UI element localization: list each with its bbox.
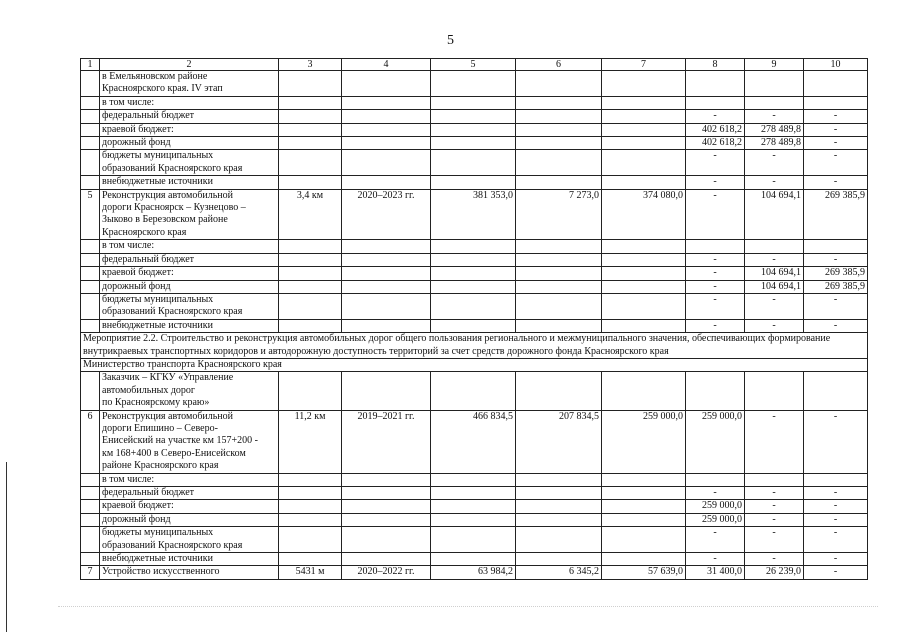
table-cell-col-8: [686, 71, 745, 97]
table-cell-col-7: [602, 500, 686, 513]
table-row: [81, 176, 868, 189]
table-cell-col-5: 466 834,5: [431, 410, 516, 473]
table-cell-col-6: [516, 110, 602, 123]
table-cell-col-8: 402 618,2: [686, 123, 745, 136]
table-cell-col-10: -: [804, 176, 868, 189]
table-cell-col-7: [602, 319, 686, 332]
table-cell-col-5: [431, 267, 516, 280]
table-cell-col-4: [342, 513, 431, 526]
table-cell-col-5: [431, 110, 516, 123]
table-cell-col-8: -: [686, 553, 745, 566]
table-cell-col-10: [804, 71, 868, 97]
table-row: [81, 267, 868, 280]
table-cell-col-6: [516, 513, 602, 526]
table-cell-col-2: бюджеты муниципальных образований Красноярского края: [100, 150, 279, 176]
table-cell-col-9: [745, 96, 804, 109]
table-cell-col-2: Реконструкция автомобильной дороги Епишино – Северо- Енисейский на участке км 157+200 - км 168+400 в Северо-Енисейском районе Красноярского края: [100, 410, 279, 473]
table-cell-col-8: -: [686, 253, 745, 266]
table-cell-col-8: 402 618,2: [686, 137, 745, 150]
table-cell-col-7: [602, 513, 686, 526]
header-cell-5: 5: [431, 59, 516, 71]
table-cell-col-7: [602, 527, 686, 553]
table-cell-col-8: -: [686, 176, 745, 189]
table-cell-col-9: -: [745, 150, 804, 176]
table-row: [81, 240, 868, 253]
table-cell-col-10: [804, 473, 868, 486]
table-cell-col-4: 2019–2021 гг.: [342, 410, 431, 473]
table-row: [81, 500, 868, 513]
table-cell-col-4: [342, 137, 431, 150]
table-cell-col-5: [431, 319, 516, 332]
table-cell-col-8: [686, 372, 745, 410]
header-cell-10: 10: [804, 59, 868, 71]
table-cell-col-2: краевой бюджет:: [100, 500, 279, 513]
table-cell-col-7: [602, 372, 686, 410]
table-cell-col-10: [804, 372, 868, 410]
table-cell-col-4: [342, 473, 431, 486]
table-cell-col-5: 63 984,2: [431, 566, 516, 579]
table-cell-col-1: [81, 487, 100, 500]
table-cell-col-9: -: [745, 253, 804, 266]
table-cell-col-4: [342, 267, 431, 280]
table-cell-col-5: [431, 513, 516, 526]
table-cell-col-2: краевой бюджет:: [100, 267, 279, 280]
table-row: [81, 372, 868, 410]
table-cell-col-4: [342, 240, 431, 253]
table-cell-col-2: внебюджетные источники: [100, 176, 279, 189]
table-cell-col-3: [279, 319, 342, 332]
table-cell-col-1: [81, 110, 100, 123]
table-cell-col-5: [431, 137, 516, 150]
table-cell-col-8: 259 000,0: [686, 513, 745, 526]
table-cell-col-7: [602, 553, 686, 566]
table-cell-col-6: [516, 137, 602, 150]
table-cell-col-3: 11,2 км: [279, 410, 342, 473]
table-cell-col-9: [745, 71, 804, 97]
table-cell-col-10: [804, 96, 868, 109]
page-number: 5: [447, 33, 454, 48]
table-cell-col-7: [602, 150, 686, 176]
table-cell-col-3: [279, 500, 342, 513]
table-cell-col-5: [431, 240, 516, 253]
table-row: [81, 123, 868, 136]
table-cell-col-3: 5431 м: [279, 566, 342, 579]
table-cell-col-4: [342, 110, 431, 123]
table-row: [81, 527, 868, 553]
table-row: [81, 110, 868, 123]
table-cell-col-6: [516, 372, 602, 410]
table-cell-col-1: [81, 96, 100, 109]
table-cell-col-8: -: [686, 267, 745, 280]
table-cell-col-10: -: [804, 110, 868, 123]
table-cell-col-6: [516, 71, 602, 97]
table-cell-col-10: -: [804, 253, 868, 266]
table-row: [81, 566, 868, 579]
table-cell-col-3: [279, 527, 342, 553]
table-cell-col-4: [342, 319, 431, 332]
table-cell-col-7: 57 639,0: [602, 566, 686, 579]
table-cell-col-4: [342, 150, 431, 176]
table-row: [81, 319, 868, 332]
table-row: [81, 553, 868, 566]
table-cell-col-4: [342, 372, 431, 410]
table-cell-col-9: 278 489,8: [745, 137, 804, 150]
table-cell-col-4: [342, 527, 431, 553]
header-cell-2: 2: [100, 59, 279, 71]
table-cell-col-3: [279, 267, 342, 280]
table-cell-col-10: -: [804, 487, 868, 500]
table-cell-col-5: [431, 96, 516, 109]
table-cell-col-4: [342, 500, 431, 513]
table-cell-col-9: -: [745, 110, 804, 123]
table-cell-col-2: дорожный фонд: [100, 137, 279, 150]
bottom-rule: [58, 606, 878, 607]
table-cell-col-1: [81, 372, 100, 410]
table-cell-col-9: 104 694,1: [745, 267, 804, 280]
table-cell-col-2: дорожный фонд: [100, 280, 279, 293]
table-cell-col-4: [342, 253, 431, 266]
table-cell-col-6: [516, 319, 602, 332]
table-cell-col-1: [81, 137, 100, 150]
table-cell-col-9: -: [745, 410, 804, 473]
table-cell-col-9: -: [745, 319, 804, 332]
table-cell-col-2: внебюджетные источники: [100, 319, 279, 332]
table-cell-col-4: [342, 96, 431, 109]
table-cell-col-2: внебюджетные источники: [100, 553, 279, 566]
table-cell-col-1: [81, 553, 100, 566]
table-cell-col-2: бюджеты муниципальных образований Красноярского края: [100, 293, 279, 319]
table-cell-col-3: [279, 487, 342, 500]
table-cell-col-7: [602, 110, 686, 123]
table-cell-col-3: [279, 150, 342, 176]
table-cell-col-1: [81, 176, 100, 189]
table-cell-col-2: Заказчик – КГКУ «Управление автомобильных дорог по Красноярскому краю»: [100, 372, 279, 410]
table-row: [81, 280, 868, 293]
table-cell-col-5: [431, 473, 516, 486]
table-cell-col-3: [279, 71, 342, 97]
table-cell-col-4: [342, 553, 431, 566]
table-cell-col-3: [279, 513, 342, 526]
table-cell-col-5: [431, 487, 516, 500]
table-cell-col-9: -: [745, 293, 804, 319]
table-cell-col-7: [602, 96, 686, 109]
table-cell-col-4: [342, 123, 431, 136]
table-cell-col-5: [431, 553, 516, 566]
table-cell-col-7: 374 080,0: [602, 189, 686, 240]
table-cell-col-7: [602, 253, 686, 266]
table-cell-col-6: [516, 527, 602, 553]
table-cell-col-1: [81, 500, 100, 513]
table-cell-col-4: [342, 71, 431, 97]
table-cell-col-3: [279, 240, 342, 253]
table-cell-col-6: [516, 500, 602, 513]
header-cell-3: 3: [279, 59, 342, 71]
table-cell-col-10: -: [804, 513, 868, 526]
table-cell-col-7: [602, 473, 686, 486]
table-cell-col-1: 7: [81, 566, 100, 579]
table-row: [81, 473, 868, 486]
table-cell-col-3: [279, 553, 342, 566]
table-cell-col-8: -: [686, 319, 745, 332]
table-cell-col-2: Устройство искусственного: [100, 566, 279, 579]
table-cell-col-7: [602, 240, 686, 253]
table-cell-col-6: 7 273,0: [516, 189, 602, 240]
table-cell-col-5: [431, 253, 516, 266]
table-cell-col-8: -: [686, 189, 745, 240]
table-cell-col-1: [81, 240, 100, 253]
table-cell-col-2: Реконструкция автомобильной дороги Красноярск – Кузнецово – Зыково в Березовском районе Красноярского края: [100, 189, 279, 240]
table-cell-col-9: -: [745, 513, 804, 526]
table-cell-col-3: [279, 473, 342, 486]
header-cell-1: 1: [81, 59, 100, 71]
table-cell-col-3: [279, 110, 342, 123]
table-cell-col-5: [431, 71, 516, 97]
table-cell-col-3: [279, 280, 342, 293]
table-cell-col-10: -: [804, 553, 868, 566]
table-cell-col-9: [745, 372, 804, 410]
table-cell-col-7: [602, 123, 686, 136]
table-cell-col-1: [81, 253, 100, 266]
table-cell-col-8: -: [686, 487, 745, 500]
table-row: [81, 513, 868, 526]
table-cell-col-9: 104 694,1: [745, 189, 804, 240]
table-cell-col-3: [279, 96, 342, 109]
table-cell-col-8: [686, 96, 745, 109]
table-cell-col-8: [686, 240, 745, 253]
table-cell-col-5: [431, 527, 516, 553]
table-cell-col-5: [431, 150, 516, 176]
table-cell-col-9: -: [745, 500, 804, 513]
table-cell-col-8: -: [686, 280, 745, 293]
table-cell-col-1: [81, 527, 100, 553]
table-cell-col-1: [81, 123, 100, 136]
table-cell-col-6: [516, 267, 602, 280]
table-cell-col-7: [602, 280, 686, 293]
table-cell-col-5: [431, 372, 516, 410]
table-cell-col-10: -: [804, 566, 868, 579]
table-cell-col-5: [431, 293, 516, 319]
table-cell-col-9: -: [745, 176, 804, 189]
table-cell-col-3: [279, 253, 342, 266]
table-cell-col-6: [516, 123, 602, 136]
table-cell-col-2: в том числе:: [100, 240, 279, 253]
table-cell-col-3: [279, 293, 342, 319]
header-cell-4: 4: [342, 59, 431, 71]
table-cell-col-6: [516, 253, 602, 266]
table-row: [81, 487, 868, 500]
table-cell-col-1: 6: [81, 410, 100, 473]
table-cell-col-3: 3,4 км: [279, 189, 342, 240]
table-cell-col-2: в Емельяновском районе Красноярского края. IV этап: [100, 71, 279, 97]
table-cell-col-10: -: [804, 150, 868, 176]
table-cell-col-9: -: [745, 553, 804, 566]
table-cell-col-8: 31 400,0: [686, 566, 745, 579]
table-cell-col-3: [279, 123, 342, 136]
table-cell-col-7: [602, 137, 686, 150]
table-cell-col-10: -: [804, 527, 868, 553]
table-cell-col-6: [516, 150, 602, 176]
table-cell-col-4: [342, 176, 431, 189]
table-cell-col-4: 2020–2023 гг.: [342, 189, 431, 240]
budget-table: [80, 58, 868, 580]
table-cell-col-8: -: [686, 527, 745, 553]
table-cell-col-2: федеральный бюджет: [100, 487, 279, 500]
table-cell-col-5: [431, 280, 516, 293]
table-cell-col-5: [431, 123, 516, 136]
table-cell-col-2: в том числе:: [100, 473, 279, 486]
table-cell-col-6: 6 345,2: [516, 566, 602, 579]
header-row: [81, 59, 868, 71]
header-cell-7: 7: [602, 59, 686, 71]
table-cell-col-10: 269 385,9: [804, 189, 868, 240]
table-cell-col-9: 104 694,1: [745, 280, 804, 293]
table-row: [81, 333, 868, 359]
table-cell-col-2: бюджеты муниципальных образований Красноярского края: [100, 527, 279, 553]
table-cell-col-10: -: [804, 293, 868, 319]
table-cell-col-2: в том числе:: [100, 96, 279, 109]
table-cell-col-5: [431, 500, 516, 513]
table-cell-col-10: -: [804, 500, 868, 513]
table-cell-col-5: 381 353,0: [431, 189, 516, 240]
table-cell-col-6: [516, 96, 602, 109]
table-cell-col-10: [804, 240, 868, 253]
table-cell-col-5: [431, 176, 516, 189]
margin-line: [6, 462, 7, 632]
table-row: [81, 358, 868, 371]
table-row: [81, 189, 868, 240]
header-cell-8: 8: [686, 59, 745, 71]
table-row: [81, 293, 868, 319]
table-cell-col-10: 269 385,9: [804, 280, 868, 293]
table-cell-col-6: [516, 176, 602, 189]
table-cell-col-9: [745, 473, 804, 486]
table-row: [81, 410, 868, 473]
table-cell-col-2: дорожный фонд: [100, 513, 279, 526]
table-cell-col-9: 26 239,0: [745, 566, 804, 579]
table-cell-col-3: [279, 176, 342, 189]
table-cell-col-8: -: [686, 293, 745, 319]
section-heading-cell: Министерство транспорта Красноярского края: [81, 358, 868, 371]
table-row: [81, 96, 868, 109]
table-row: [81, 150, 868, 176]
table-cell-col-6: [516, 240, 602, 253]
table-cell-col-8: [686, 473, 745, 486]
header-cell-9: 9: [745, 59, 804, 71]
table-row: [81, 71, 868, 97]
section-heading-cell: Мероприятие 2.2. Строительство и реконструкция автомобильных дорог общего пользования регионального и межмуниципального значения, обеспечивающих формирование внутрикраевых транспортных коридоров и автодорожную доступность территорий за счет средств дорожного фонда Красноярского края: [81, 333, 868, 359]
table-cell-col-4: [342, 280, 431, 293]
table-cell-col-7: [602, 176, 686, 189]
table-cell-col-7: [602, 71, 686, 97]
table-cell-col-7: [602, 267, 686, 280]
table-cell-col-8: -: [686, 150, 745, 176]
table-cell-col-6: [516, 487, 602, 500]
table-cell-col-7: [602, 487, 686, 500]
table-cell-col-9: [745, 240, 804, 253]
table-cell-col-1: [81, 473, 100, 486]
table-cell-col-4: 2020–2022 гг.: [342, 566, 431, 579]
table-cell-col-6: [516, 473, 602, 486]
table-cell-col-8: 259 000,0: [686, 500, 745, 513]
table-cell-col-1: [81, 71, 100, 97]
table-cell-col-2: федеральный бюджет: [100, 253, 279, 266]
table-cell-col-4: [342, 293, 431, 319]
table-cell-col-1: [81, 150, 100, 176]
table-cell-col-9: 278 489,8: [745, 123, 804, 136]
table-cell-col-8: 259 000,0: [686, 410, 745, 473]
table-cell-col-10: -: [804, 123, 868, 136]
table-cell-col-10: -: [804, 319, 868, 332]
table-cell-col-9: -: [745, 527, 804, 553]
table-cell-col-1: [81, 267, 100, 280]
table-cell-col-1: [81, 280, 100, 293]
table-cell-col-8: -: [686, 110, 745, 123]
table-cell-col-10: -: [804, 137, 868, 150]
table-cell-col-1: [81, 319, 100, 332]
table-row: [81, 137, 868, 150]
table-cell-col-7: 259 000,0: [602, 410, 686, 473]
table-cell-col-3: [279, 372, 342, 410]
table-cell-col-1: [81, 293, 100, 319]
table-row: [81, 253, 868, 266]
table-cell-col-1: [81, 513, 100, 526]
table-cell-col-6: [516, 553, 602, 566]
table-cell-col-1: 5: [81, 189, 100, 240]
table-cell-col-10: 269 385,9: [804, 267, 868, 280]
table-cell-col-6: [516, 293, 602, 319]
table-cell-col-7: [602, 293, 686, 319]
table-cell-col-2: федеральный бюджет: [100, 110, 279, 123]
table-cell-col-6: 207 834,5: [516, 410, 602, 473]
table-cell-col-10: -: [804, 410, 868, 473]
table-cell-col-9: -: [745, 487, 804, 500]
table-cell-col-3: [279, 137, 342, 150]
table-cell-col-6: [516, 280, 602, 293]
table-cell-col-4: [342, 487, 431, 500]
header-cell-6: 6: [516, 59, 602, 71]
table-cell-col-2: краевой бюджет:: [100, 123, 279, 136]
